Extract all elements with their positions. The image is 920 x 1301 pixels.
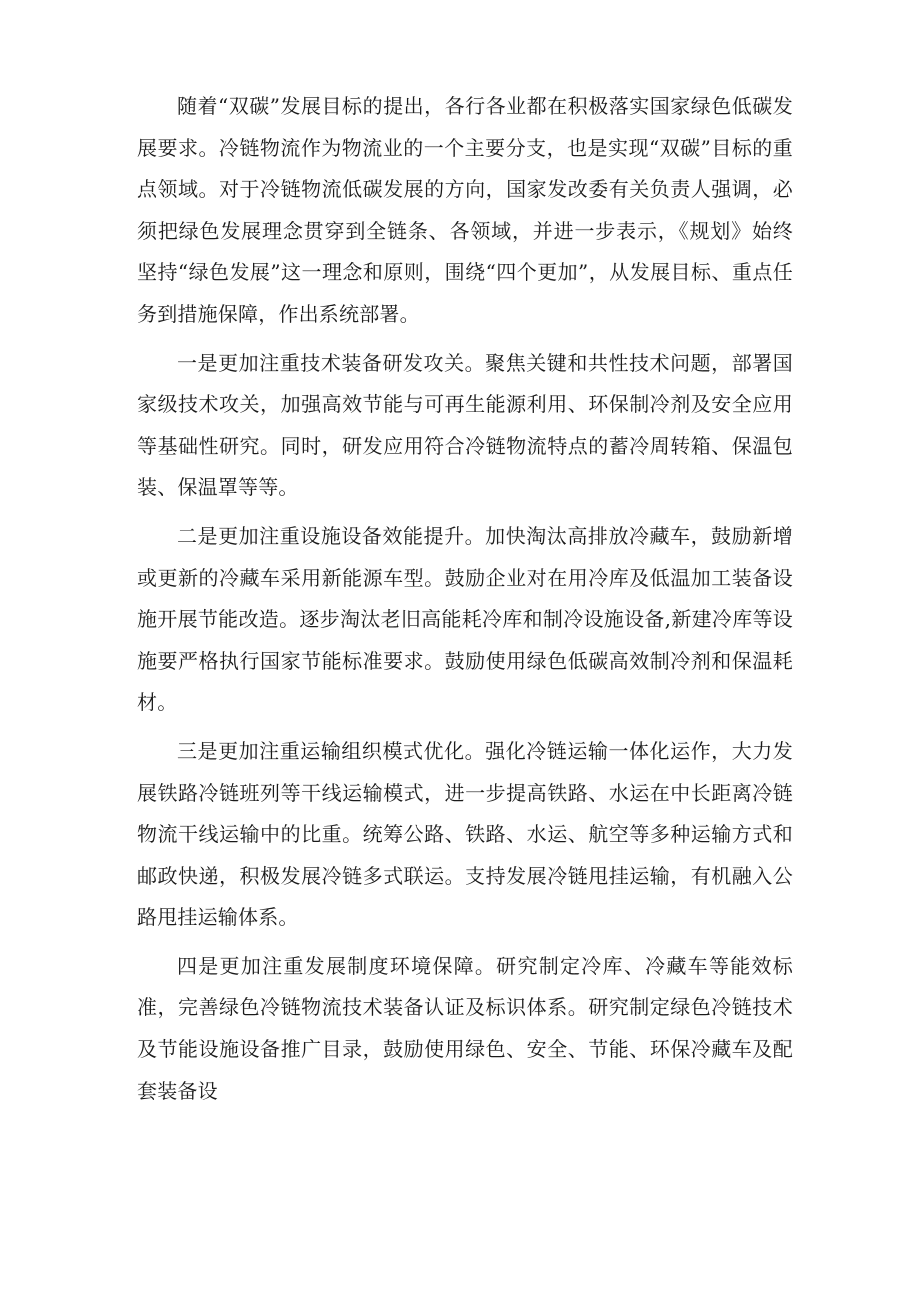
- document-body: [137, 86, 793, 1112]
- paragraph-point-two: 二是更加注重设施设备效能提升。加快淘汰高排放冷藏车，鼓励新增或更新的冷藏车采用新能源车型。鼓励企业对在用冷库及低温加工装备设施开展节能改造。逐步淘汰老旧高能耗冷库和制冷设施设备,新建冷库等设施要严格执行国家节能标准要求。鼓励使用绿色低碳高效制冷剂和保温耗材。: [137, 523, 793, 715]
- paragraph-point-four: 四是更加注重发展制度环境保障。研究制定冷库、冷藏车等能效标准，完善绿色冷链物流技术装备认证及标识体系。研究制定绿色冷链技术及节能设施设备推广目录，鼓励使用绿色、安全、节能、环保冷藏车及配套装备设: [137, 953, 793, 1103]
- paragraph-point-one: 一是更加注重技术装备研发攻关。聚焦关键和共性技术问题，部署国家级技术攻关，加强高效节能与可再生能源利用、环保制冷剂及安全应用等基础性研究。同时，研发应用符合冷链物流特点的蓄冷周转箱、保温包装、保温罩等等。: [137, 350, 793, 500]
- paragraph-point-three: 三是更加注重运输组织模式优化。强化冷链运输一体化运作，大力发展铁路冷链班列等干线运输模式，进一步提高铁路、水运在中长距离冷链物流干线运输中的比重。统筹公路、铁路、水运、航空等多种运输方式和邮政快递，积极发展冷链多式联运。支持发展冷链甩挂运输，有机融入公路甩挂运输体系。: [137, 738, 793, 930]
- paragraph-intro: 随着“双碳”发展目标的提出，各行各业都在积极落实国家绿色低碳发展要求。冷链物流作为物流业的一个主要分支，也是实现“双碳”目标的重点领域。对于冷链物流低碳发展的方向，国家发改委有关负责人强调，必须把绿色发展理念贯穿到全链条、各领域，并进一步表示，《规划》始终坚持“绿色发展”这一理念和原则，围绕“四个更加”，从发展目标、重点任务到措施保障，作出系统部署。: [137, 94, 793, 326]
